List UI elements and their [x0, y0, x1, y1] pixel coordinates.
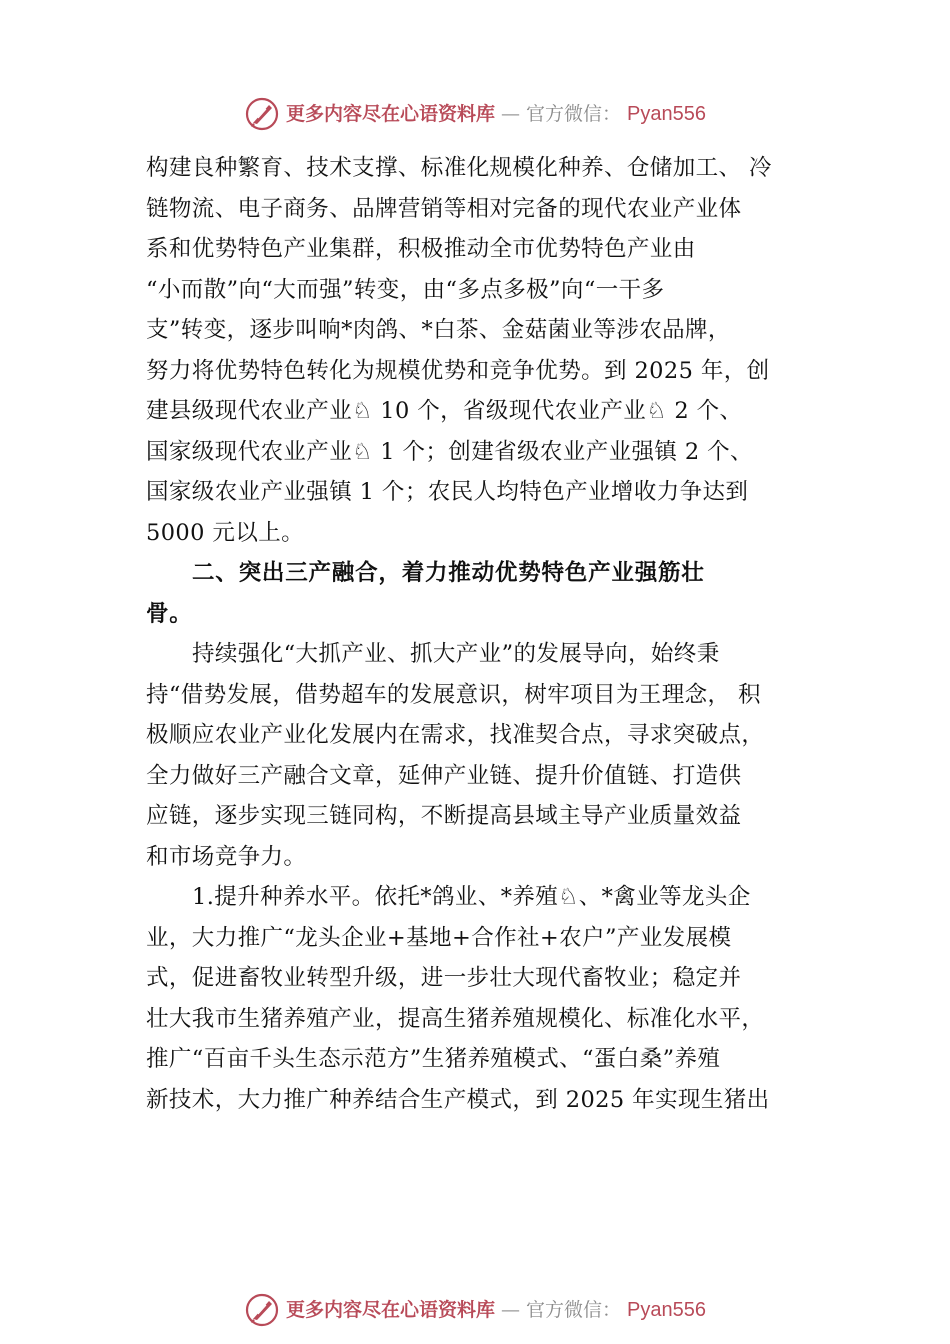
watermark-id: Pyan556: [627, 103, 706, 125]
body-text-line: 应链，逐步实现三链同构，不断提高县域主导产业质量效益: [146, 803, 742, 829]
quill-logo-icon: [244, 1292, 280, 1328]
watermark-id: Pyan556: [627, 1299, 706, 1321]
watermark-label: 官方微信：: [526, 1299, 622, 1321]
body-text-line: 系和优势特色产业集群，积极推动全市优势特色产业由: [146, 236, 696, 262]
body-text-line: 构建良种繁育、技术支撑、标准化规模化种养、仓储加工、 冷: [146, 155, 772, 181]
watermark-header: [0, 94, 950, 134]
body-text-line: 和市场竞争力。: [146, 843, 307, 870]
watermark-label: 官方微信：: [526, 103, 622, 125]
watermark-separator: —: [501, 1299, 521, 1321]
body-text-line: “小而散”向“大而强”转变，由“多点多极”向“一干多: [146, 276, 665, 303]
body-text-line: 1.提升种养水平。依托*鸽业、*养殖♘、*禽业等龙头企: [192, 884, 751, 910]
body-text-line: 全力做好三产融合文章，延伸产业链、提升价值链、打造供: [146, 762, 742, 789]
section-heading-line: 骨。: [146, 600, 193, 627]
body-text-line: 极顺应农业产业化发展内在需求，找准契合点，寻求突破点，: [146, 722, 765, 748]
body-text-line: 努力将优势特色转化为规模优势和竞争优势。到 2025 年，创: [146, 357, 770, 384]
body-text-line: 支”转变，逐步叫响*肉鸽、*白茶、金菇菌业等涉农品牌，: [146, 317, 731, 343]
watermark-footer: [0, 1290, 950, 1330]
body-text-line: 式，促进畜牧业转型升级，进一步壮大现代畜牧业；稳定并: [146, 965, 742, 991]
body-text-line: 持“借势发展，借势超车的发展意识，树牢项目为王理念， 积: [146, 681, 761, 708]
body-text-line: 国家级农业产业强镇 1 个；农民人均特色产业增收力争达到: [146, 479, 749, 505]
body-text-line: 业，大力推广“龙头企业+基地+合作社+农户”产业发展模: [146, 924, 732, 951]
watermark-site: 更多内容尽在心语资料库: [286, 1299, 496, 1321]
body-text-line: 新技术，大力推广种养结合生产模式，到 2025 年实现生猪出: [146, 1086, 770, 1113]
body-text-line: 建县级现代农业产业♘ 10 个，省级现代农业产业♘ 2 个、: [146, 398, 743, 424]
body-text-line: 国家级现代农业产业♘ 1 个；创建省级农业产业强镇 2 个、: [146, 438, 753, 465]
watermark-site: 更多内容尽在心语资料库: [286, 103, 496, 125]
body-text-line: 推广“百亩千头生态示范方”生猪养殖模式、“蛋白桑”养殖: [146, 1046, 721, 1072]
document-body: [146, 148, 820, 1120]
watermark-separator: —: [501, 103, 521, 125]
body-text-line: 壮大我市生猪养殖产业，提高生猪养殖规模化、标准化水平，: [146, 1005, 765, 1032]
body-text-line: 链物流、电子商务、品牌营销等相对完备的现代农业产业体: [146, 195, 742, 222]
quill-logo-icon: [244, 96, 280, 132]
section-heading-line: 二、突出三产融合，着力推动优势特色产业强筋壮: [192, 560, 705, 586]
body-text-line: 持续强化“大抓产业、抓大产业”的发展导向，始终秉: [192, 641, 720, 667]
body-text-line: 5000 元以上。: [146, 519, 305, 546]
